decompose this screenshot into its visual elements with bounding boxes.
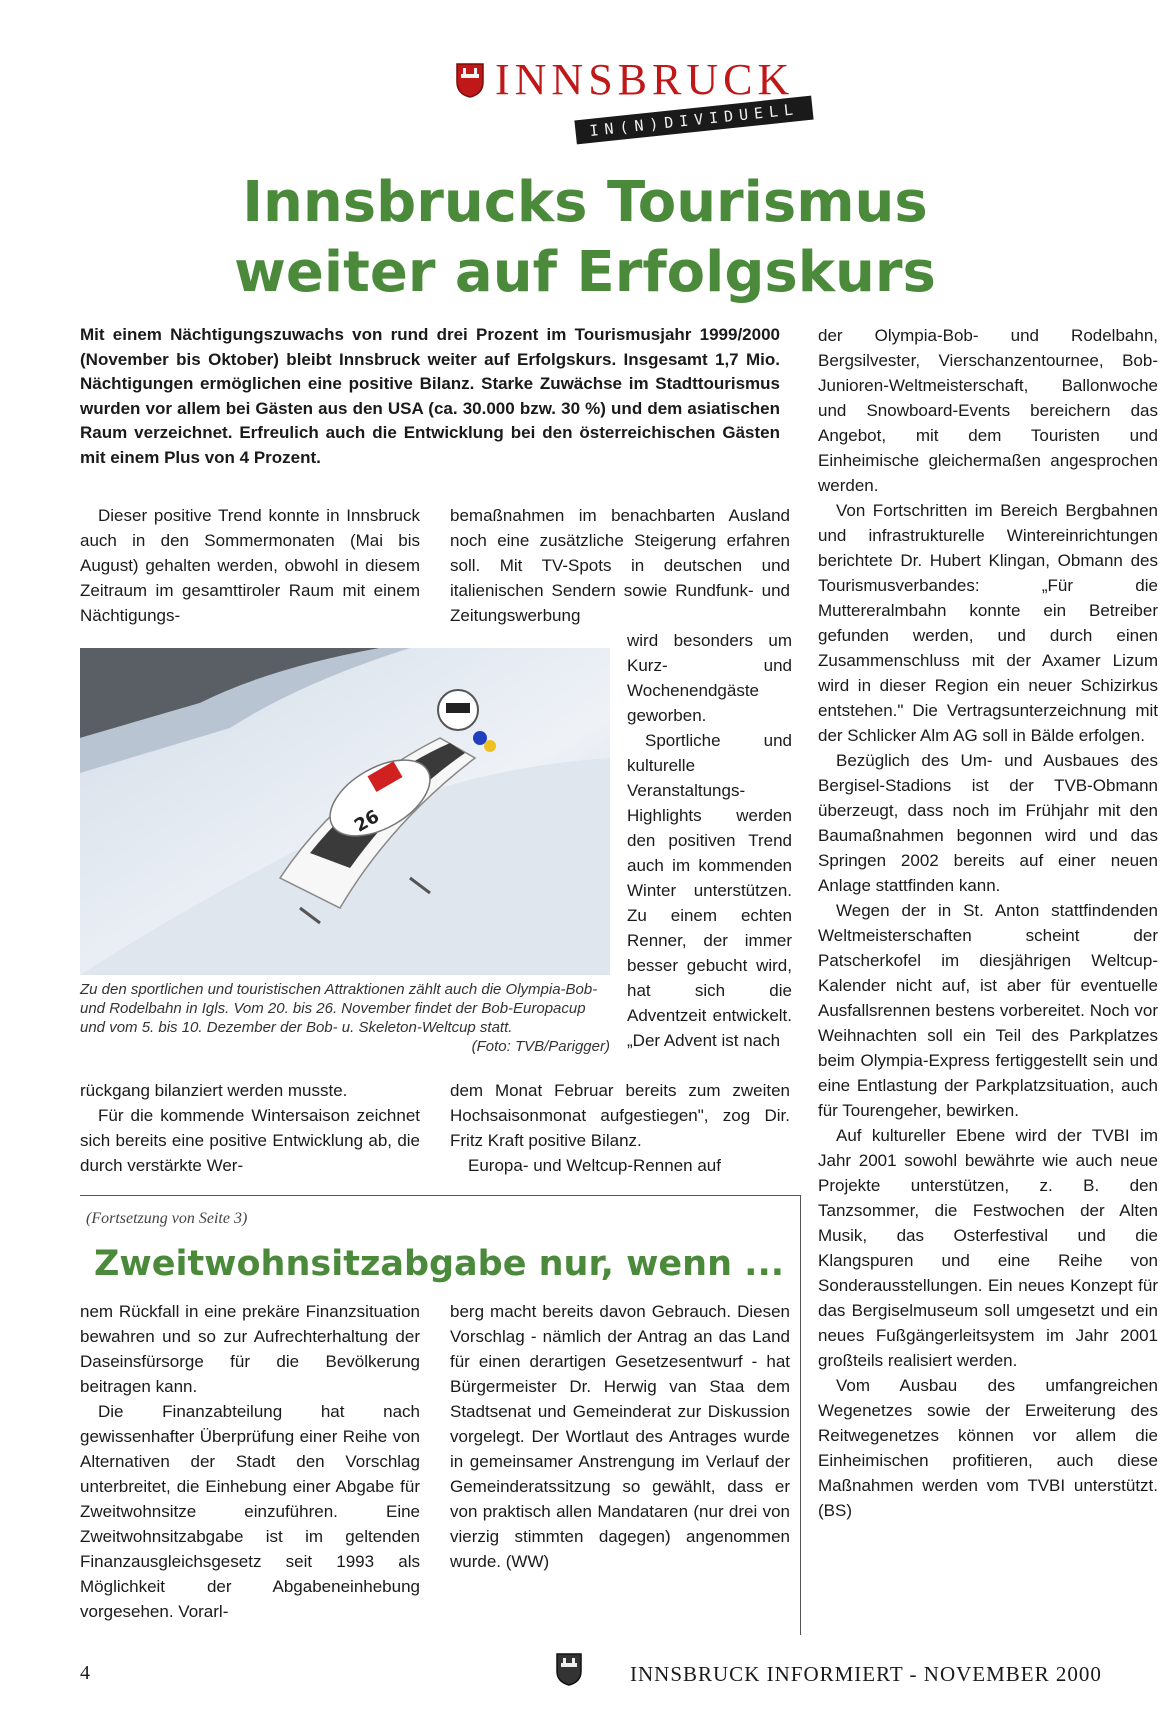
column-b-narrow — [627, 628, 792, 1053]
brand-name: INNSBRUCK — [495, 55, 795, 104]
paragraph: Wegen der in St. Anton stattfindenden Weltmeisterschaften scheint der Patscherkofel im diesjährigen Weltcup-Kalender nicht auf, ist aber für eventuelle Ausfallsrennen bestens vorbereitet. Noch vor Weihnachten soll ein Teil des Parkplatzes beim Olympia-Express fertiggestellt sein und eine Entlastung der Parkplatzsituation, auch für Tourengeher, bewirken. — [818, 901, 1158, 1120]
column-a-bottom — [80, 1078, 420, 1178]
second-article-column-b — [450, 1299, 790, 1574]
paragraph: Sportliche und kulturelle Veranstaltungs-Highlights werden den positiven Trend auch im kommenden Winter unterstützen. Zu einem echten Renner, der immer besser gebucht wird, hat sich die Adventzeit entwickelt. „Der Advent ist nach — [627, 731, 792, 1050]
publication-footer: INNSBRUCK INFORMIERT - NOVEMBER 2000 — [630, 1662, 1102, 1686]
headline-line-2: weiter auf Erfolgskurs — [234, 240, 936, 305]
column-b-bottom — [450, 1078, 790, 1178]
photo-caption — [80, 980, 610, 1056]
brand-ribbon: IN(N)DIVIDUELL — [574, 96, 814, 145]
paragraph: Für die kommende Wintersaison zeichnet sich bereits eine positive Entwicklung ab, die durch verstärkte Wer- — [80, 1106, 420, 1175]
caption-text: Zu den sportlichen und touristischen Attraktionen zählt auch die Olympia-Bob- und Rodelbahn in Igls. Vom 20. bis 26. November findet der Bob-Europacup und vom 5. bis 10. Dezember der Bob- u. Skeleton-Weltcup statt. — [80, 981, 598, 1036]
paragraph: Dieser positive Trend konnte in Innsbruck auch in den Sommermonaten (Mai bis August) gehalten werden, obwohl in diesem Zeitraum im gesamttiroler Raum mit einem Nächtigungs- — [80, 506, 420, 625]
column-b-top — [450, 503, 790, 628]
paragraph: Europa- und Weltcup-Rennen auf — [468, 1156, 721, 1175]
bib-number: 26 — [350, 805, 384, 837]
paragraph: der Olympia-Bob- und Rodelbahn, Bergsilvester, Vierschanzentournee, Bob-Junioren-Weltmeisterschaft, Ballonwoche und Snowboard-Events bereichern das Angebot, mit dem Touristen und Einheimische gleichermaßen angesprochen werden. — [818, 326, 1158, 495]
headline-line-1: Innsbrucks Tourismus — [242, 170, 928, 235]
article-headline — [80, 168, 1090, 308]
photo-credit: (Foto: TVB/Parigger) — [471, 1038, 610, 1055]
paragraph: Von Fortschritten im Bereich Bergbahnen und infrastrukturelle Wintereinrichtungen berichtete Dr. Hubert Klingan, Obmann des Tourismusverbandes: „Für die Muttereralmbahn konnte ein Betreiber gefunden werden, und durch einen Zusammenschluss mit der Axamer Lizum wird in dieser Region ein neuer Schizirkus entstehen." Die Vertragsunterzeichnung mit der Schlicker Alm AG soll in Bälde erfolgen. — [818, 501, 1158, 745]
footer-crest-icon — [555, 1652, 583, 1686]
paragraph: Bezüglich des Um- und Ausbaues des Bergisel-Stadions ist der TVB-Obmann überzeugt, dass noch im Frühjahr mit den Baumaßnahmen begonnen wird und das Springen 2002 bereits auf einer neuen Anlage stattfinden kann. — [818, 751, 1158, 895]
page-number: 4 — [80, 1662, 90, 1684]
column-c — [818, 323, 1158, 1523]
second-article-column-a — [80, 1299, 420, 1624]
masthead — [455, 50, 800, 140]
paragraph: Auf kultureller Ebene wird der TVBI im Jahr 2001 sowohl bewährte wie auch neue Projekte unterstützen, z. B. den Tanzsommer, die Festwochen der Alten Musik, das Osterfestival und die Klangspuren und eine Reihe von Sonderausstellungen. Ein neues Konzept für das Bergiselmuseum soll umgesetzt und ein neues Fußgängerleitsystem im Jahr 2001 großteils realisiert werden. — [818, 1126, 1158, 1370]
paragraph: nem Rückfall in eine prekäre Finanzsituation bewahren und so zur Aufrechterhaltung der Daseinsfürsorge für die Bevölkerung beitragen kann. — [80, 1302, 420, 1396]
city-crest-icon — [455, 62, 485, 98]
paragraph: rückgang bilanziert werden musste. — [80, 1081, 348, 1100]
divider-horizontal — [80, 1195, 800, 1196]
second-article-headline: Zweitwohnsitzabgabe nur, wenn ... — [94, 1244, 785, 1284]
paragraph: dem Monat Februar bereits zum zweiten Hochsaisonmonat aufgestiegen", zog Dir. Fritz Kraft positive Bilanz. — [450, 1081, 790, 1150]
paragraph: Die Finanzabteilung hat nach gewissenhafter Überprüfung einer Reihe von Alternativen der Stadt den Vorschlag unterbreitet, die Einhebung einer Abgabe für Zweitwohnsitze einzuführen. Eine Zweitwohnsitzabgabe ist im geltenden Finanzausgleichsgesetz seit 1993 als Möglichkeit der Abgabeneinhebung vorgesehen. Vorarl- — [80, 1402, 420, 1621]
article-lead: Mit einem Nächtigungszuwachs von rund drei Prozent im Tourismusjahr 1999/2000 (November bis Oktober) bleibt Innsbruck weiter auf Erfolgskurs. Insgesamt 1,7 Mio. Nächtigungen ermöglichen eine positive Bilanz. Starke Zuwächse im Stadttourismus wurden vor allem bei Gästen aus den USA (ca. 30.000 bzw. 30 %) und dem asiatischen Raum verzeichnet. Erfreulich auch die Entwicklung bei den österreichischen Gästen mit einem Plus von 4 Prozent. — [80, 325, 780, 467]
paragraph: wird besonders um Kurz- und Wochenendgäste geworben. — [627, 631, 792, 725]
column-a-top — [80, 503, 420, 628]
bobsleigh-photo — [80, 648, 610, 975]
paragraph: Vom Ausbau des umfangreichen Wegenetzes sowie der Erweiterung des Reitwegenetzes können vor allem die Einheimischen profitieren, auch diese Maßnahmen werden vom TVBI unterstützt. (BS) — [818, 1376, 1158, 1520]
continuation-note: (Fortsetzung von Seite 3) — [86, 1210, 248, 1227]
paragraph: bemaßnahmen im benachbarten Ausland noch eine zusätzliche Steigerung erfahren soll. Mit TV-Spots in deutschen und italienischen Sendern sowie Rundfunk- und Zeitungswerbung — [450, 506, 790, 625]
paragraph: berg macht bereits davon Gebrauch. Diesen Vorschlag - nämlich der Antrag an das Land für einen derartigen Gesetzesentwurf - hat Bürgermeister Dr. Herwig van Staa dem Stadtsenat und Gemeinderat zur Diskussion vorgelegt. Der Wortlaut des Antrages wurde in gemeinsamer Anstrengung im Verlauf der Gemeinderatssitzung so gewählt, dass er von praktisch allen Mandataren (nur drei von vierzig stimmten dagegen) angenommen wurde. (WW) — [450, 1302, 790, 1571]
divider-vertical — [800, 1195, 801, 1635]
